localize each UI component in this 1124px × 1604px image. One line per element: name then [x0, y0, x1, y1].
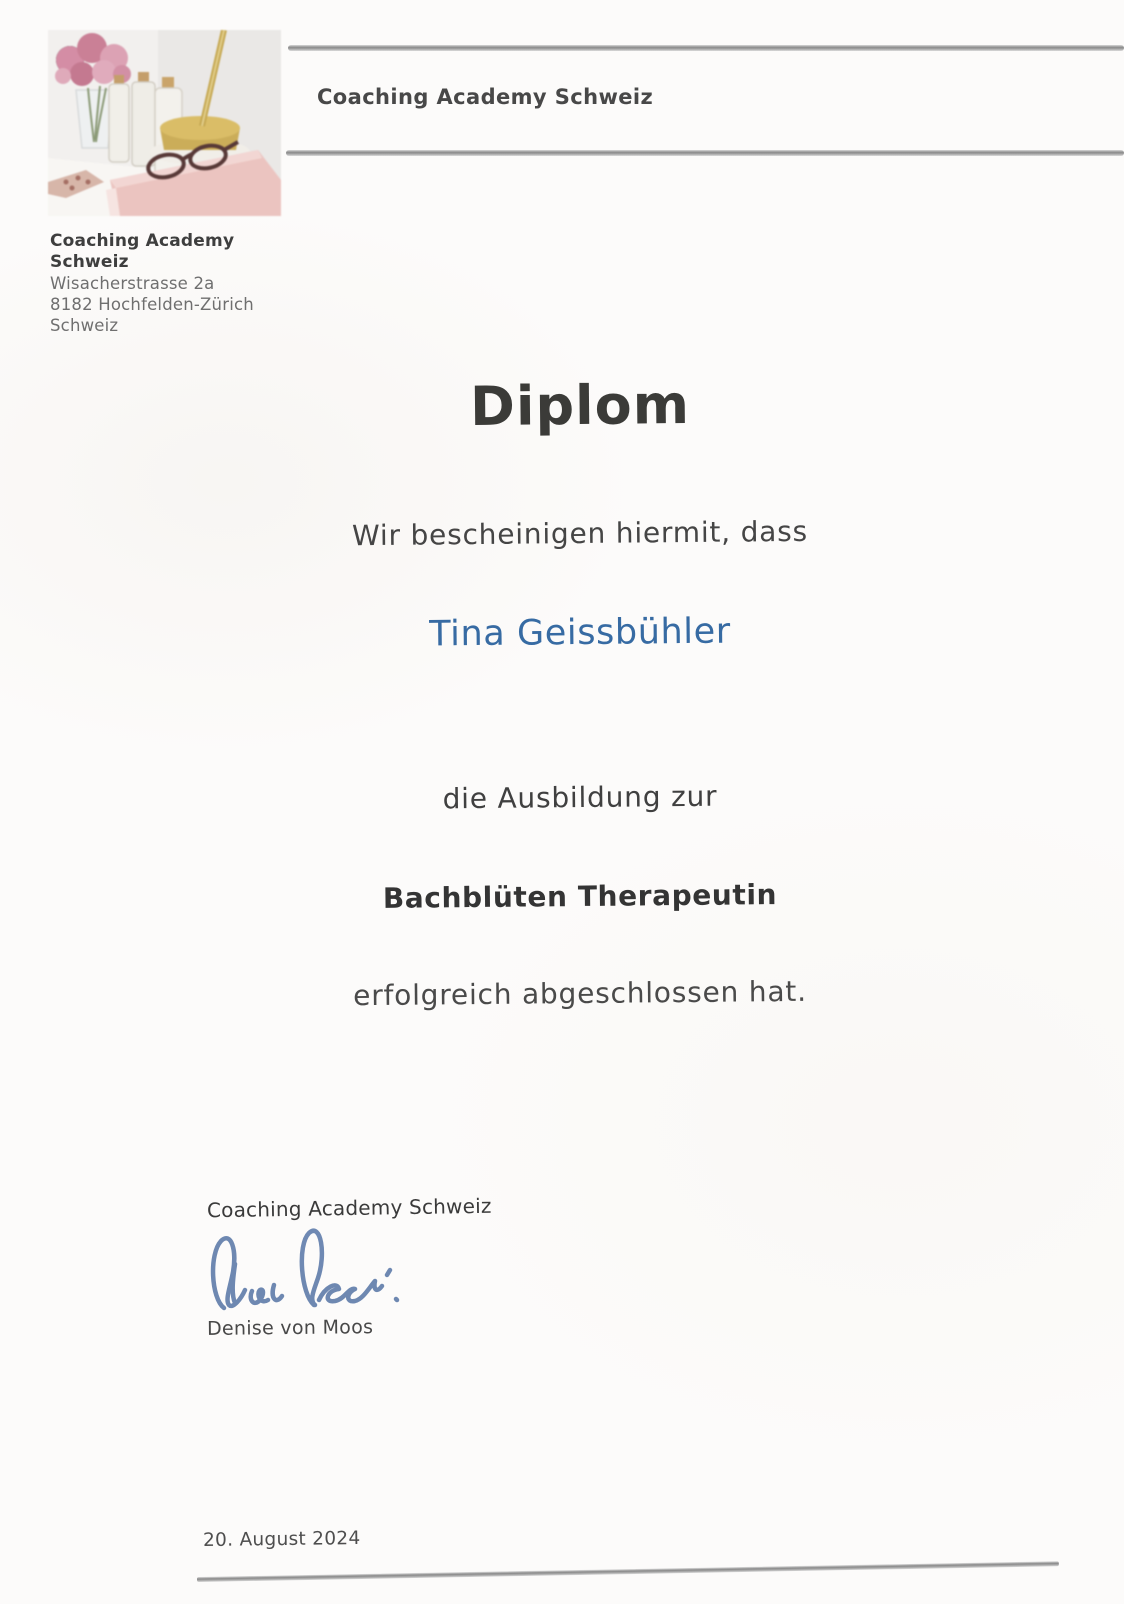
- course-name: Bachblüten Therapeutin: [382, 878, 778, 915]
- signatory-name: Denise von Moos: [206, 1316, 374, 1340]
- letterhead-address: [50, 231, 254, 336]
- header-rule-bottom: [286, 150, 1124, 156]
- signature-strokes: [213, 1231, 397, 1308]
- letterhead-photo: [48, 30, 281, 216]
- issue-date: 20. August 2024: [202, 1528, 361, 1551]
- header-brand: Coaching Academy Schweiz: [317, 85, 654, 109]
- handwritten-signature: [208, 1220, 408, 1325]
- completion-line: erfolgreich abgeschlossen hat.: [353, 974, 807, 1013]
- award-intro-line: die Ausbildung zur: [442, 779, 718, 816]
- recipient-name: Tina Geissbühler: [429, 611, 731, 655]
- header-rule-top: [288, 45, 1124, 51]
- certify-line: Wir bescheinigen hiermit, dass: [351, 514, 809, 553]
- org-name-line2: Schweiz: [50, 252, 129, 272]
- org-name-line1: Coaching Academy: [50, 231, 235, 251]
- address-city: 8182 Hochfelden-Zürich: [50, 295, 254, 314]
- diploma-title: Diplom: [469, 372, 691, 439]
- footer-rule: [197, 1561, 1059, 1582]
- address-street: Wisacherstrasse 2a: [50, 274, 215, 293]
- signature-org-label: Coaching Academy Schweiz: [206, 1193, 492, 1223]
- address-country: Schweiz: [50, 316, 119, 335]
